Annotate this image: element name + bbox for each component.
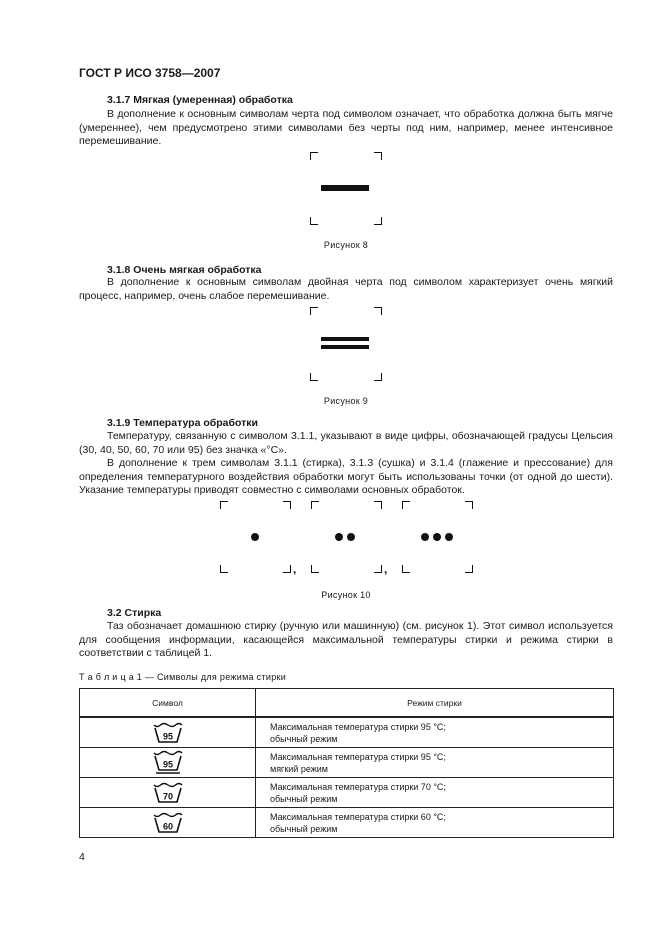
wash-mode-line-2: мягкий режим [270, 763, 328, 774]
wash-symbol-cell [80, 778, 256, 808]
wash-temperature-label: 70 [162, 791, 173, 801]
figure-9-caption: Рисунок 9 [323, 396, 369, 406]
wash-mode-line-2: обычный режим [270, 733, 338, 744]
section-3-1-7-heading: 3.1.7 Мягкая (умеренная) обработка [107, 94, 293, 106]
wash-mode-line-2: обычный режим [270, 793, 338, 804]
figure-8-caption: Рисунок 8 [323, 240, 369, 250]
table-row [80, 717, 614, 748]
section-3-1-9-text-1-body: Температуру, связанную с символом 3.1.1, указывают в виде цифры, обозначающей градусы Цельсия (30, 40, 50, 60, 70 или 95) без значка «°С». [79, 430, 613, 456]
wash-mode-cell [256, 748, 614, 778]
figure-9-symbol [310, 307, 382, 381]
temperature-dot [335, 533, 343, 541]
separator-comma: , [293, 562, 297, 576]
table-row [80, 808, 614, 838]
washtub-icon [153, 782, 183, 804]
section-3-1-9-text-1 [79, 430, 613, 457]
section-3-1-9-text-2-body: В дополнение к трем символам 3.1.1 (стирка), 3.1.3 (сушка) и 3.1.4 (глажение и прессование) для определения температурного воздействия обработки могут быть использованы точки (от одной до шести). Указание температуры приводят совместно с символами основных обработок. [79, 457, 613, 496]
separator-comma: , [384, 562, 388, 576]
wash-mode-cell [256, 808, 614, 838]
double-underline-bar-top [321, 337, 369, 341]
section-3-1-8-text-body: В дополнение к основным символам двойная черта под символом характеризует очень мягкий процесс, например, очень слабое перемешивание. [79, 276, 613, 302]
wash-mode-line-1: Максимальная температура стирки 95 °С; [270, 721, 446, 732]
section-3-2-text-body: Таз обозначает домашнюю стирку (ручную или машинную) (см. рисунок 1). Этот символ используется для сообщения информации, касающейся максимальной температуры стирки и режима стирки в соответствии с таблицей 1. [79, 620, 613, 659]
wash-mode-cell [256, 778, 614, 808]
temperature-dot [251, 533, 259, 541]
wash-mode-cell [256, 717, 614, 748]
column-header-wash-mode: Режим стирки [256, 689, 614, 718]
table-1-caption: Т а б л и ц а 1 — Символы для режима стирки [79, 672, 287, 682]
document-header: ГОСТ Р ИСО 3758—2007 [79, 66, 221, 80]
wash-mode-line-2: обычный режим [270, 823, 338, 834]
section-3-2-heading: 3.2 Стирка [107, 607, 162, 619]
wash-mode-line-1: Максимальная температура стирки 60 °С; [270, 811, 446, 822]
wash-temperature-label: 95 [162, 731, 173, 741]
table-row [80, 748, 614, 778]
wash-temperature-label: 95 [162, 759, 173, 769]
wash-symbol-cell [80, 717, 256, 748]
section-3-1-8-heading: 3.1.8 Очень мягкая обработка [107, 264, 262, 276]
wash-mode-line-1: Максимальная температура стирки 95 °С; [270, 751, 446, 762]
washtub-icon [153, 812, 183, 834]
table-1-body [80, 717, 614, 838]
section-3-2-text [79, 620, 613, 661]
section-3-1-7-text [79, 108, 613, 149]
single-underline-bar [321, 185, 369, 191]
section-3-1-9-text-2 [79, 457, 613, 498]
temperature-dot [445, 533, 453, 541]
table-row [80, 778, 614, 808]
temperature-dot [421, 533, 429, 541]
wash-mode-line-1: Максимальная температура стирки 70 °С; [270, 781, 446, 792]
temperature-dot [347, 533, 355, 541]
temperature-dot [433, 533, 441, 541]
double-underline-bar-bottom [321, 345, 369, 349]
wash-symbol-cell [80, 748, 256, 778]
page-number: 4 [79, 851, 85, 863]
section-3-1-7-text-body: В дополнение к основным символам черта под символом означает, что обработка должна быть мягче (умереннее), чем предусмотрено этими символами без черты под ним, например, менее интенсивное перемешивание. [79, 108, 613, 147]
washtub-icon [153, 750, 183, 776]
wash-symbol-cell [80, 808, 256, 838]
section-3-1-9-heading: 3.1.9 Температура обработки [107, 417, 258, 429]
washtub-icon [153, 722, 183, 744]
column-header-symbol: Символ [80, 689, 256, 718]
table-1-wash-symbols [79, 688, 614, 838]
section-3-1-8-text [79, 276, 613, 303]
wash-temperature-label: 60 [162, 821, 173, 831]
figure-10-caption: Рисунок 10 [321, 590, 371, 600]
